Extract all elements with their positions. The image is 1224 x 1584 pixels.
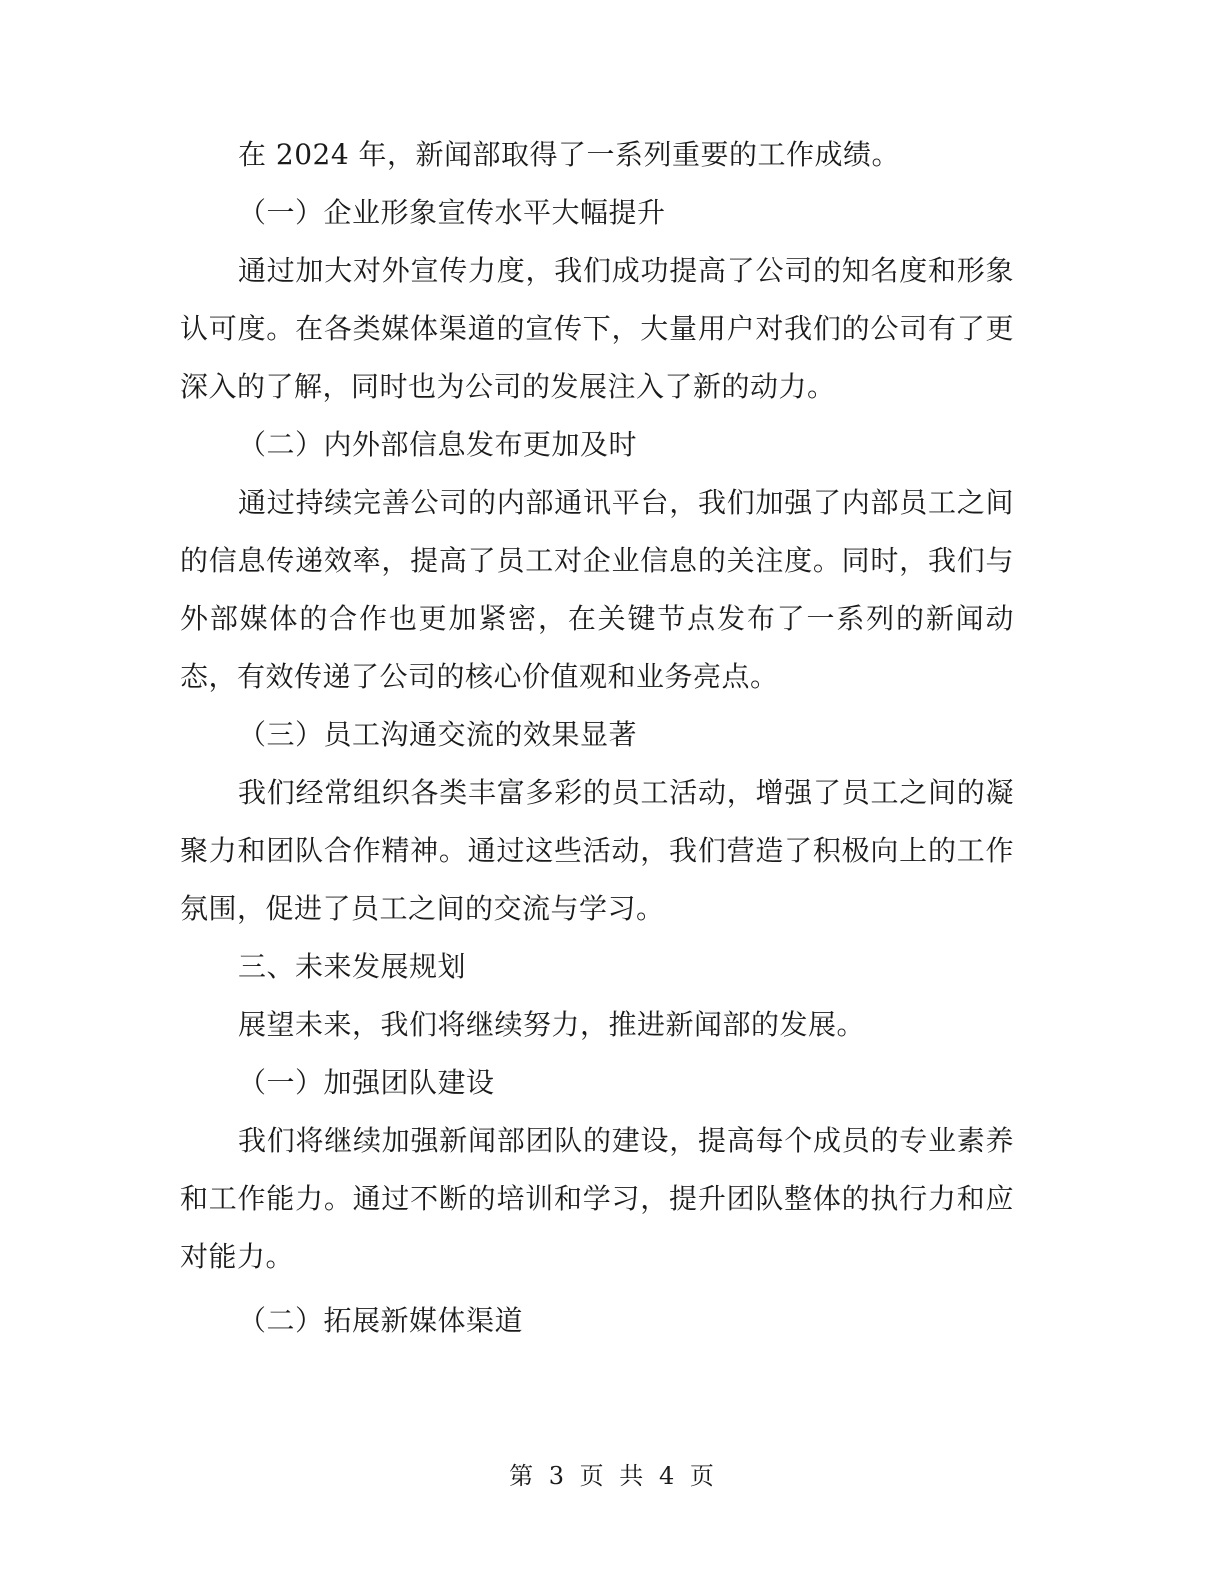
paragraph-outlook: 展望未来，我们将继续努力，推进新闻部的发展。 bbox=[238, 1008, 866, 1041]
paragraph-intro: 在 2024 年，新闻部取得了一系列重要的工作成绩。 bbox=[238, 138, 901, 171]
section-heading-3: （三）员工沟通交流的效果显著 bbox=[238, 718, 638, 751]
paragraph-plan-1: 我们将继续加强新闻部团队的建设，提高每个成员的专业素养和工作能力。通过不断的培训和学习，提升团队整体的执行力和应对能力。 bbox=[180, 1124, 1014, 1273]
section-heading-2: （二）内外部信息发布更加及时 bbox=[238, 428, 638, 461]
chapter-heading: 三、未来发展规划 bbox=[238, 950, 467, 983]
plan-heading-2: （二）拓展新媒体渠道 bbox=[238, 1304, 524, 1337]
page-number: 第 3 页 共 4 页 bbox=[509, 1462, 715, 1490]
section-heading-1: （一）企业形象宣传水平大幅提升 bbox=[238, 196, 666, 229]
paragraph-2: 通过持续完善公司的内部通讯平台，我们加强了内部员工之间的信息传递效率，提高了员工对企业信息的关注度。同时，我们与外部媒体的合作也更加紧密，在关键节点发布了一系列的新闻动态，有效传递了公司的核心价值观和业务亮点。 bbox=[180, 486, 1014, 693]
paragraph-1: 通过加大对外宣传力度，我们成功提高了公司的知名度和形象认可度。在各类媒体渠道的宣传下，大量用户对我们的公司有了更深入的了解，同时也为公司的发展注入了新的动力。 bbox=[180, 254, 1014, 403]
plan-heading-1: （一）加强团队建设 bbox=[238, 1066, 495, 1099]
document-body bbox=[180, 126, 1014, 1350]
paragraph-3: 我们经常组织各类丰富多彩的员工活动，增强了员工之间的凝聚力和团队合作精神。通过这些活动，我们营造了积极向上的工作氛围，促进了员工之间的交流与学习。 bbox=[180, 776, 1014, 925]
